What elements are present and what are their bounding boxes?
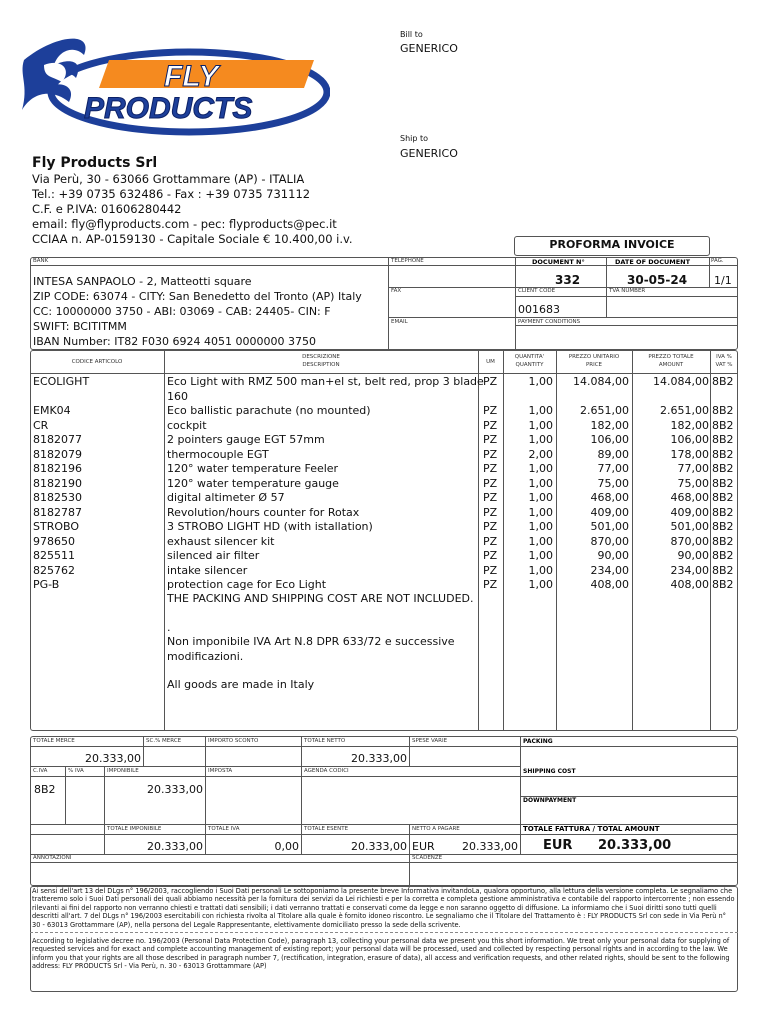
- item-vat: 8B2: [712, 549, 734, 562]
- note-line: THE PACKING AND SHIPPING COST ARE NOT INCLUDED.: [167, 592, 474, 605]
- totale-esente-label: TOTALE ESENTE: [304, 826, 349, 832]
- note-line: Non imponibile IVA Art N.8 DPR 633/72 e successive: [167, 635, 455, 648]
- item-quantity: 1,00: [528, 491, 553, 504]
- item-vat: 8B2: [712, 447, 734, 461]
- item-description: 2 pointers gauge EGT 57mm: [167, 433, 325, 446]
- item-description: Eco ballistic parachute (no mounted): [167, 404, 371, 417]
- fattura-total: 20.333,00: [598, 838, 672, 853]
- item-amount: 182,00: [670, 418, 709, 432]
- item-description: thermocouple EGT: [167, 447, 269, 461]
- totale-netto-value: 20.333,00: [351, 752, 407, 765]
- privacy-english: According to legislative decree no. 196/2003 (Personal Data Protection Code), paragraph 13, collecting your personal data we present you this short information. We treat only your personal data for supplying of requested services and for exact and complete accounting management of existing report; your personal data will be processed, used and collected by respecting personal rights and in according to the law. We inform you that your rights are all those described in paragraph number 7, (rectification, integration, erasure of data), all access and verification requests, and other related rights, should be sent to the following address: FLY PRODUCTS Srl - Via Perù, n. 30 - 63013 Grottammare (AP): [32, 937, 730, 971]
- note-line: modificazioni.: [167, 649, 244, 663]
- tva-number-label: TVA NUMBER: [609, 288, 646, 294]
- item-unit-price: 89,00: [597, 447, 629, 461]
- item-quantity: 1,00: [528, 520, 553, 533]
- col-vat-header-en: VAT %: [715, 362, 733, 368]
- col-desc-header: DESCRIZIONE: [302, 354, 340, 360]
- item-unit-price: 468,00: [590, 491, 629, 504]
- company-line: CCIAA n. AP-0159130 - Capitale Sociale € 10.400,00 i.v.: [32, 232, 353, 246]
- company-logo: [14, 30, 330, 140]
- item-description: cockpit: [167, 418, 207, 432]
- item-um: PZ: [483, 578, 498, 591]
- logo-graphic: [14, 30, 330, 140]
- item-code: 8182787: [33, 505, 82, 519]
- privacy-italian: Ai sensi dell'art 13 del DLgs n° 196/2003, raccogliendo i Suoi Dati personali Le sottoponiamo la presente breve Informativa invitandoLa, qualora opportuno, alla lettura della versione completa. Le segnaliamo che tratteremo solo i Suoi Dati personali dei quali abbiamo necessità per la fornitura dei servizi da Lei richiesti e per la corretta e completa gestione amministrativa e contabile del rapporto intercorrente ; non essendo rilevanti ai fini del rapporto non verranno chiesti e trattati dati sensibili; i dati verranno trattati e conservati come da legge e non saranno oggetto di diffusione. La informiamo che i Suoi diritti sono tutti quelli descritti all'art. 7 del DLgs n° 196/2003 esercitabili con richiesta rivolta al Titolare alla quale è fornito idoneo riscontro. Le segnaliamo che il Titolare del Trattamento è : FLY PRODUCTS Srl con sede in Via Perù n° 30 - 63013 Grottammare (AP), nella persona del Legale Rappresentante, elettivamente domiciliato presso la sede della scrivente.: [32, 887, 735, 929]
- item-vat: 8B2: [712, 505, 734, 519]
- bank-details: [33, 274, 362, 349]
- item-code: CR: [33, 418, 49, 432]
- totale-imponibile-value: 20.333,00: [147, 840, 203, 853]
- item-vat: 8B2: [712, 491, 734, 504]
- note-line: .: [167, 620, 171, 634]
- company-address-block: [32, 172, 353, 247]
- item-um: PZ: [483, 418, 498, 432]
- netto-pagare-value: 20.333,00: [462, 840, 518, 853]
- item-um: PZ: [483, 563, 498, 577]
- doc-title: PROFORMA INVOICE: [549, 238, 675, 251]
- item-unit-price: 409,00: [590, 505, 629, 519]
- telephone-label: TELEPHONE: [391, 258, 424, 264]
- table-notes: [167, 592, 474, 693]
- item-code: 8182530: [33, 491, 82, 504]
- imponibile-value: 20.333,00: [147, 783, 203, 796]
- ship-to-label: Ship to: [400, 134, 429, 143]
- shipping-cost-label: SHIPPING COST: [523, 768, 576, 775]
- doc-date: 30-05-24: [627, 273, 688, 287]
- bank-line: SWIFT: BCITITMM: [33, 320, 127, 333]
- item-code: 825762: [33, 563, 75, 577]
- company-line: Via Perù, 30 - 63066 Grottammare (AP) - ITALIA: [32, 172, 305, 186]
- payment-conditions-label: PAYMENT CONDITIONS: [518, 319, 581, 325]
- item-um: PZ: [483, 375, 498, 388]
- item-vat: 8B2: [712, 534, 734, 548]
- item-description: Eco Light with RMZ 500 man+el st, belt red, prop 3 blade: [167, 375, 484, 388]
- item-um: PZ: [483, 549, 498, 562]
- item-quantity: 2,00: [528, 447, 553, 461]
- pct-iva-label: % IVA: [68, 768, 84, 774]
- col-desc-header-en: DESCRIPTION: [302, 362, 340, 368]
- netto-currency: EUR: [412, 840, 435, 853]
- item-description: digital altimeter Ø 57: [167, 491, 285, 504]
- netto-pagare-label: NETTO A PAGARE: [412, 826, 460, 832]
- imposta-label: IMPOSTA: [208, 768, 233, 774]
- doc-number-label: DOCUMENT N°: [532, 258, 585, 266]
- item-unit-price: 14.084,00: [573, 375, 629, 388]
- item-quantity: 1,00: [528, 375, 553, 388]
- item-description: Revolution/hours counter for Rotax: [167, 505, 360, 519]
- item-vat: 8B2: [712, 476, 734, 490]
- client-code: 001683: [518, 303, 560, 316]
- page-label: PAG.: [711, 258, 724, 264]
- item-code: 978650: [33, 534, 75, 548]
- doc-page: 1/1: [714, 274, 732, 287]
- company-name: Fly Products Srl: [32, 155, 158, 171]
- bank-line: INTESA SANPAOLO - 2, Matteotti square: [33, 275, 252, 288]
- civa-label: C.IVA: [33, 768, 48, 774]
- item-unit-price: 870,00: [590, 534, 629, 548]
- fattura-currency: EUR: [543, 838, 573, 853]
- item-um: PZ: [483, 520, 498, 533]
- item-code: EMK04: [33, 404, 71, 417]
- item-quantity: 1,00: [528, 462, 553, 475]
- item-code: 8182196: [33, 462, 82, 475]
- totale-fattura-label: TOTALE FATTURA / TOTAL AMOUNT: [523, 825, 660, 833]
- col-vat-header: IVA %: [716, 354, 732, 360]
- item-um: PZ: [483, 447, 498, 461]
- item-um: PZ: [483, 491, 498, 504]
- col-qty-header-en: QUANTITY: [515, 362, 544, 368]
- col-price-header: PREZZO UNITARIO: [568, 354, 620, 360]
- item-quantity: 1,00: [528, 505, 553, 519]
- col-amount-header: PREZZO TOTALE: [648, 354, 694, 360]
- item-description: 120° water temperature gauge: [167, 476, 339, 490]
- item-unit-price: 75,00: [597, 476, 629, 490]
- bank-line: CC: 10000000 3750 - ABI: 03069 - CAB: 24405- CIN: F: [33, 305, 331, 318]
- agenda-codici-label: AGENDA CODICI: [304, 768, 349, 774]
- totale-esente-value: 20.333,00: [351, 840, 407, 853]
- item-quantity: 1,00: [528, 433, 553, 446]
- bill-to-label: Bill to: [400, 30, 423, 39]
- item-amount: 468,00: [670, 491, 709, 504]
- item-amount: 501,00: [670, 520, 709, 533]
- doc-number: 332: [555, 273, 581, 287]
- item-um: PZ: [483, 404, 498, 417]
- item-um: PZ: [483, 476, 498, 490]
- item-quantity: 1,00: [528, 563, 553, 577]
- client-code-label: CLIENT CODE: [518, 288, 556, 294]
- item-description: intake silencer: [167, 563, 248, 577]
- annotazioni-label: ANNOTAZIONI: [33, 855, 72, 861]
- civa-value: 8B2: [34, 783, 56, 796]
- item-code: 825511: [33, 549, 75, 562]
- item-quantity: 1,00: [528, 578, 553, 591]
- item-um: PZ: [483, 505, 498, 519]
- totale-iva-value: 0,00: [274, 840, 299, 853]
- logo-fly-text: FLY: [164, 60, 219, 93]
- bill-to-name: GENERICO: [400, 42, 458, 55]
- col-amount-header-en: AMOUNT: [658, 362, 684, 368]
- item-vat: 8B2: [712, 520, 734, 533]
- totale-netto-label: TOTALE NETTO: [304, 738, 346, 744]
- item-description: 120° water temperature Feeler: [167, 462, 339, 475]
- item-unit-price: 106,00: [590, 433, 629, 446]
- item-vat: 8B2: [712, 418, 734, 432]
- totale-iva-label: TOTALE IVA: [208, 826, 240, 832]
- item-amount: 870,00: [670, 534, 709, 548]
- item-vat: 8B2: [712, 578, 734, 591]
- company-line: C.F. e P.IVA: 01606280442: [32, 202, 182, 216]
- col-qty-header: QUANTITA': [514, 354, 545, 360]
- logo-products-text: PRODUCTS: [84, 92, 253, 125]
- item-code: PG-B: [33, 578, 60, 591]
- item-quantity: 1,00: [528, 418, 553, 432]
- imponibile-label: IMPONIBILE: [107, 768, 139, 774]
- col-um-header: UM: [486, 359, 495, 365]
- item-code: 8182077: [33, 433, 82, 446]
- item-unit-price: 408,00: [590, 578, 629, 591]
- item-code: 8182190: [33, 476, 82, 490]
- item-code: ECOLIGHT: [33, 375, 90, 388]
- item-code: 8182079: [33, 447, 82, 461]
- fax-label: FAX: [391, 288, 402, 294]
- bank-line: ZIP CODE: 63074 - CITY: San Benedetto del Tronto (AP) Italy: [33, 290, 362, 303]
- item-description: exhaust silencer kit: [167, 534, 275, 548]
- item-amount: 75,00: [677, 476, 709, 490]
- col-price-header-en: PRICE: [585, 362, 603, 368]
- item-amount: 90,00: [677, 549, 709, 562]
- item-amount: 234,00: [670, 563, 709, 577]
- totale-merce-value: 20.333,00: [85, 752, 141, 765]
- company-line: email: fly@flyproducts.com - pec: flyproducts@pec.it: [32, 217, 337, 231]
- note-line: All goods are made in Italy: [167, 678, 315, 691]
- doc-date-label: DATE OF DOCUMENT: [615, 258, 691, 266]
- item-code: STROBO: [33, 520, 80, 533]
- bank-line: IBAN Number: IT82 F030 6924 4051 0000000 3750: [33, 335, 316, 348]
- item-vat: 8B2: [712, 462, 734, 475]
- importo-sconto-label: IMPORTO SCONTO: [208, 738, 259, 744]
- ship-to-name: GENERICO: [400, 147, 458, 160]
- item-um: PZ: [483, 462, 498, 475]
- totale-merce-label: TOTALE MERCE: [33, 738, 75, 744]
- packing-label: PACKING: [523, 738, 553, 745]
- company-line: Tel.: +39 0735 632486 - Fax : +39 0735 731112: [32, 187, 311, 201]
- item-quantity: 1,00: [528, 404, 553, 417]
- item-unit-price: 77,00: [597, 462, 629, 475]
- bank-label: BANK: [33, 258, 49, 264]
- sconto-pct-label: SC.% MERCE: [146, 738, 182, 744]
- item-description: 3 STROBO LIGHT HD (with istallation): [167, 520, 373, 533]
- item-unit-price: 90,00: [597, 549, 629, 562]
- item-unit-price: 234,00: [590, 563, 629, 577]
- item-unit-price: 182,00: [590, 418, 629, 432]
- item-unit-price: 501,00: [590, 520, 629, 533]
- item-vat: 8B2: [712, 433, 734, 446]
- item-description: protection cage for Eco Light: [167, 578, 327, 591]
- item-amount: 2.651,00: [660, 404, 709, 417]
- item-quantity: 1,00: [528, 476, 553, 490]
- downpayment-label: DOWNPAYMENT: [523, 797, 577, 804]
- col-code-header: CODICE ARTICOLO: [71, 359, 123, 365]
- item-vat: 8B2: [712, 375, 734, 388]
- item-um: PZ: [483, 433, 498, 446]
- item-description: silenced air filter: [167, 549, 260, 562]
- spese-varie-label: SPESE VARIE: [412, 738, 448, 744]
- totale-imponibile-label: TOTALE IMPONIBILE: [107, 826, 162, 832]
- item-quantity: 1,00: [528, 534, 553, 548]
- item-unit-price: 2.651,00: [580, 404, 629, 417]
- item-amount: 409,00: [670, 505, 709, 519]
- item-amount: 106,00: [670, 433, 709, 446]
- item-um: PZ: [483, 534, 498, 548]
- item-description-cont: 160: [167, 389, 188, 403]
- item-amount: 77,00: [677, 462, 709, 475]
- item-quantity: 1,00: [528, 549, 553, 562]
- item-amount: 14.084,00: [653, 375, 709, 388]
- item-amount: 408,00: [670, 578, 709, 591]
- email-label: EMAIL: [391, 319, 408, 325]
- scadenze-label: SCADENZE: [412, 855, 443, 861]
- item-amount: 178,00: [670, 447, 709, 461]
- item-vat: 8B2: [712, 404, 734, 417]
- item-vat: 8B2: [712, 563, 734, 577]
